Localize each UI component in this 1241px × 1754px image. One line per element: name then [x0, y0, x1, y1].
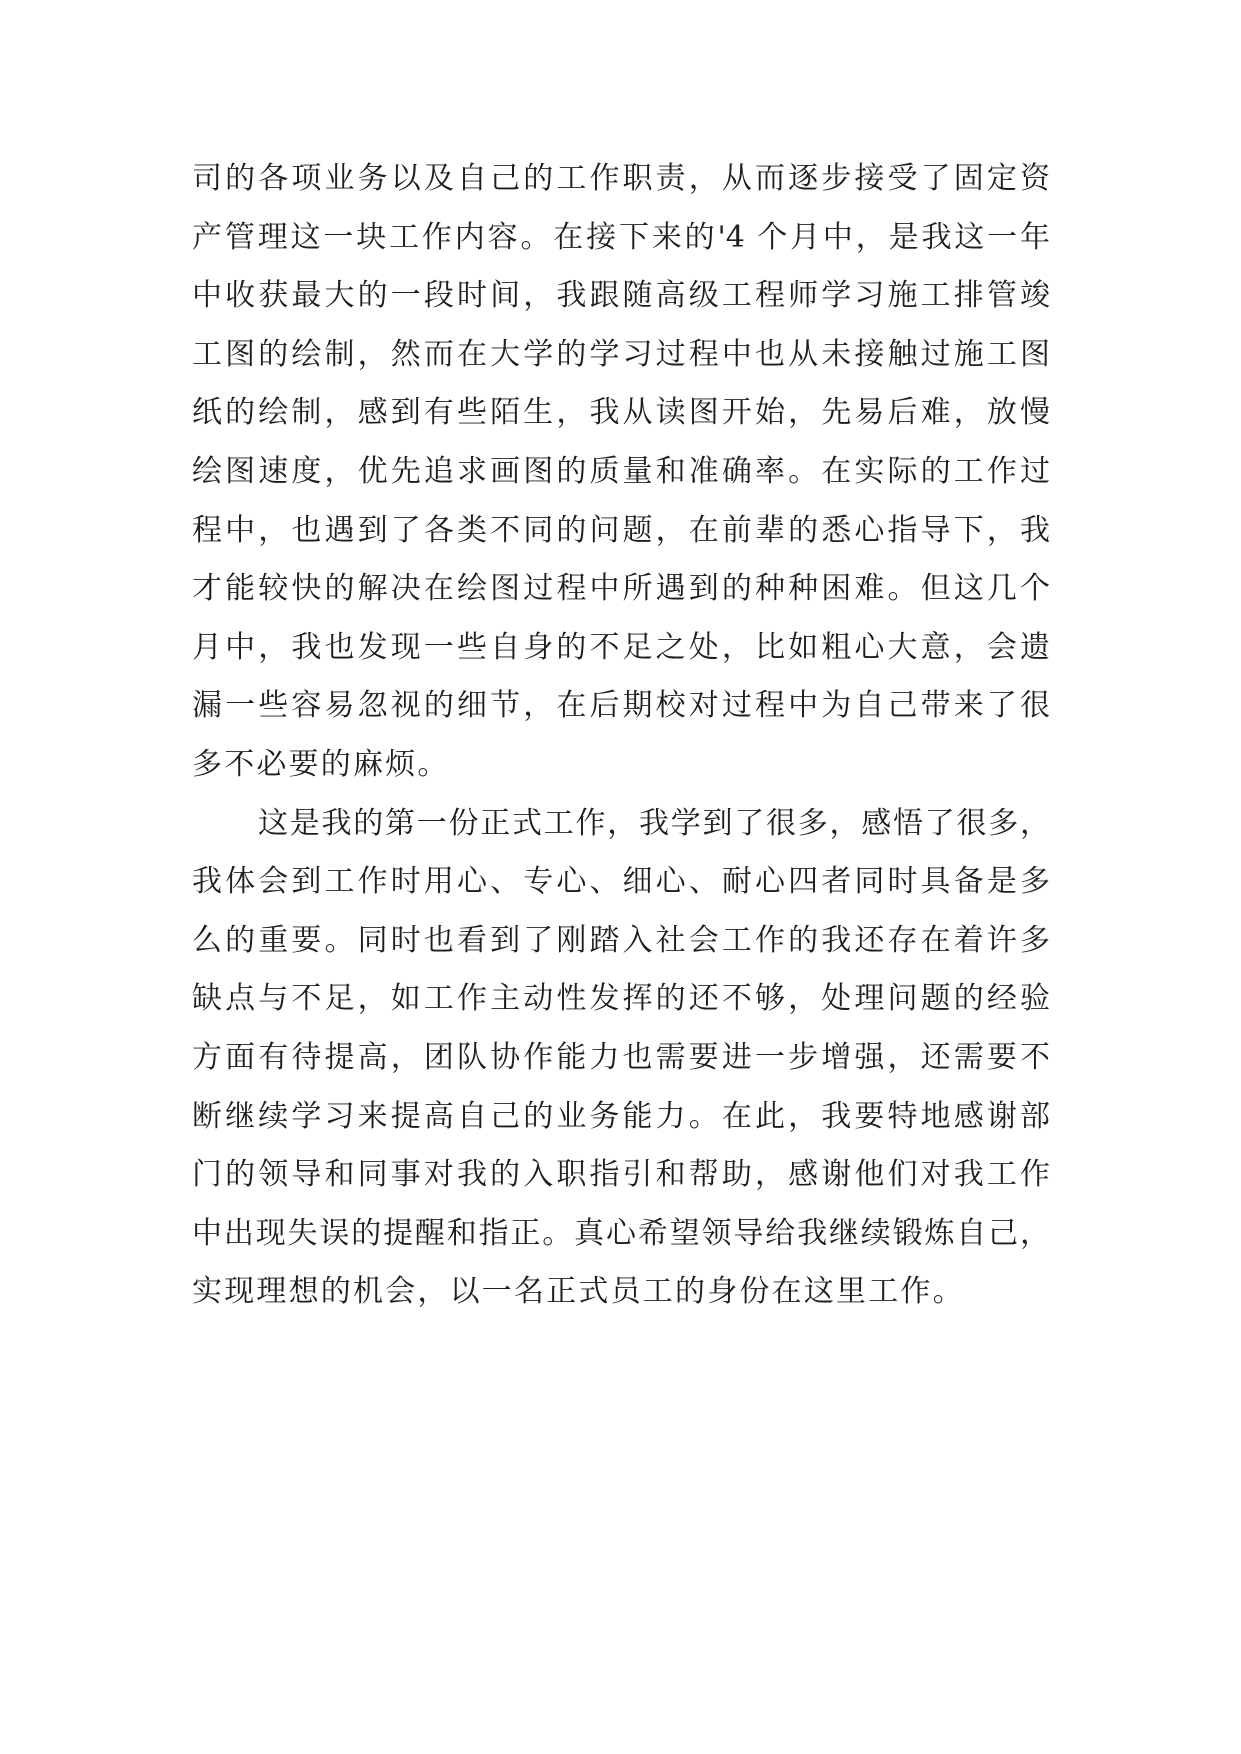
text-line: 方面有待提高，团队协作能力也需要进一步增强，还需要不 [192, 1039, 1050, 1075]
text-line: 门的领导和同事对我的入职指引和帮助，感谢他们对我工作 [192, 1157, 1050, 1193]
text-line: 中收获最大的一段时间，我跟随高级工程师学习施工排管竣 [192, 278, 1050, 314]
text-line: 我体会到工作时用心、专心、细心、耐心四者同时具备是多 [192, 864, 1050, 900]
text-line: 这是我的第一份正式工作，我学到了很多，感悟了很多， [258, 805, 1050, 841]
text-line: 缺点与不足，如工作主动性发挥的还不够，处理问题的经验 [192, 981, 1050, 1017]
text-line: 多不必要的麻烦。 [192, 746, 450, 782]
text-line: 么的重要。同时也看到了刚踏入社会工作的我还存在着许多 [192, 922, 1050, 958]
text-line: 月中，我也发现一些自身的不足之处，比如粗心大意，会遗 [192, 629, 1050, 665]
text-line: 断继续学习来提高自己的业务能力。在此，我要特地感谢部 [192, 1098, 1050, 1134]
text-line: 司的各项业务以及自己的工作职责，从而逐步接受了固定资 [192, 161, 1050, 196]
text-line: 程中，也遇到了各类不同的问题，在前辈的悉心指导下，我 [192, 512, 1050, 548]
text-line: 实现理想的机会，以一名正式员工的身份在这里工作。 [192, 1274, 965, 1310]
text-line: 绘图速度，优先追求画图的质量和准确率。在实际的工作过 [192, 453, 1050, 489]
document-body [192, 150, 1050, 1322]
text-line: 纸的绘制，感到有些陌生，我从读图开始，先易后难，放慢 [192, 395, 1050, 431]
text-line: 才能较快的解决在绘图过程中所遇到的种种困难。但这几个 [192, 571, 1050, 607]
text-line: 工图的绘制，然而在大学的学习过程中也从未接触过施工图 [192, 336, 1050, 372]
paragraph-2 [192, 795, 1050, 1322]
text-line: 中出现失误的提醒和指正。真心希望领导给我继续锻炼自己， [192, 1215, 1050, 1251]
text-line: 产管理这一块工作内容。在接下来的'4 个月中，是我这一年 [192, 219, 1050, 255]
paragraph-1 [192, 150, 1050, 795]
text-line: 漏一些容易忽视的细节，在后期校对过程中为自己带来了很 [192, 688, 1050, 724]
